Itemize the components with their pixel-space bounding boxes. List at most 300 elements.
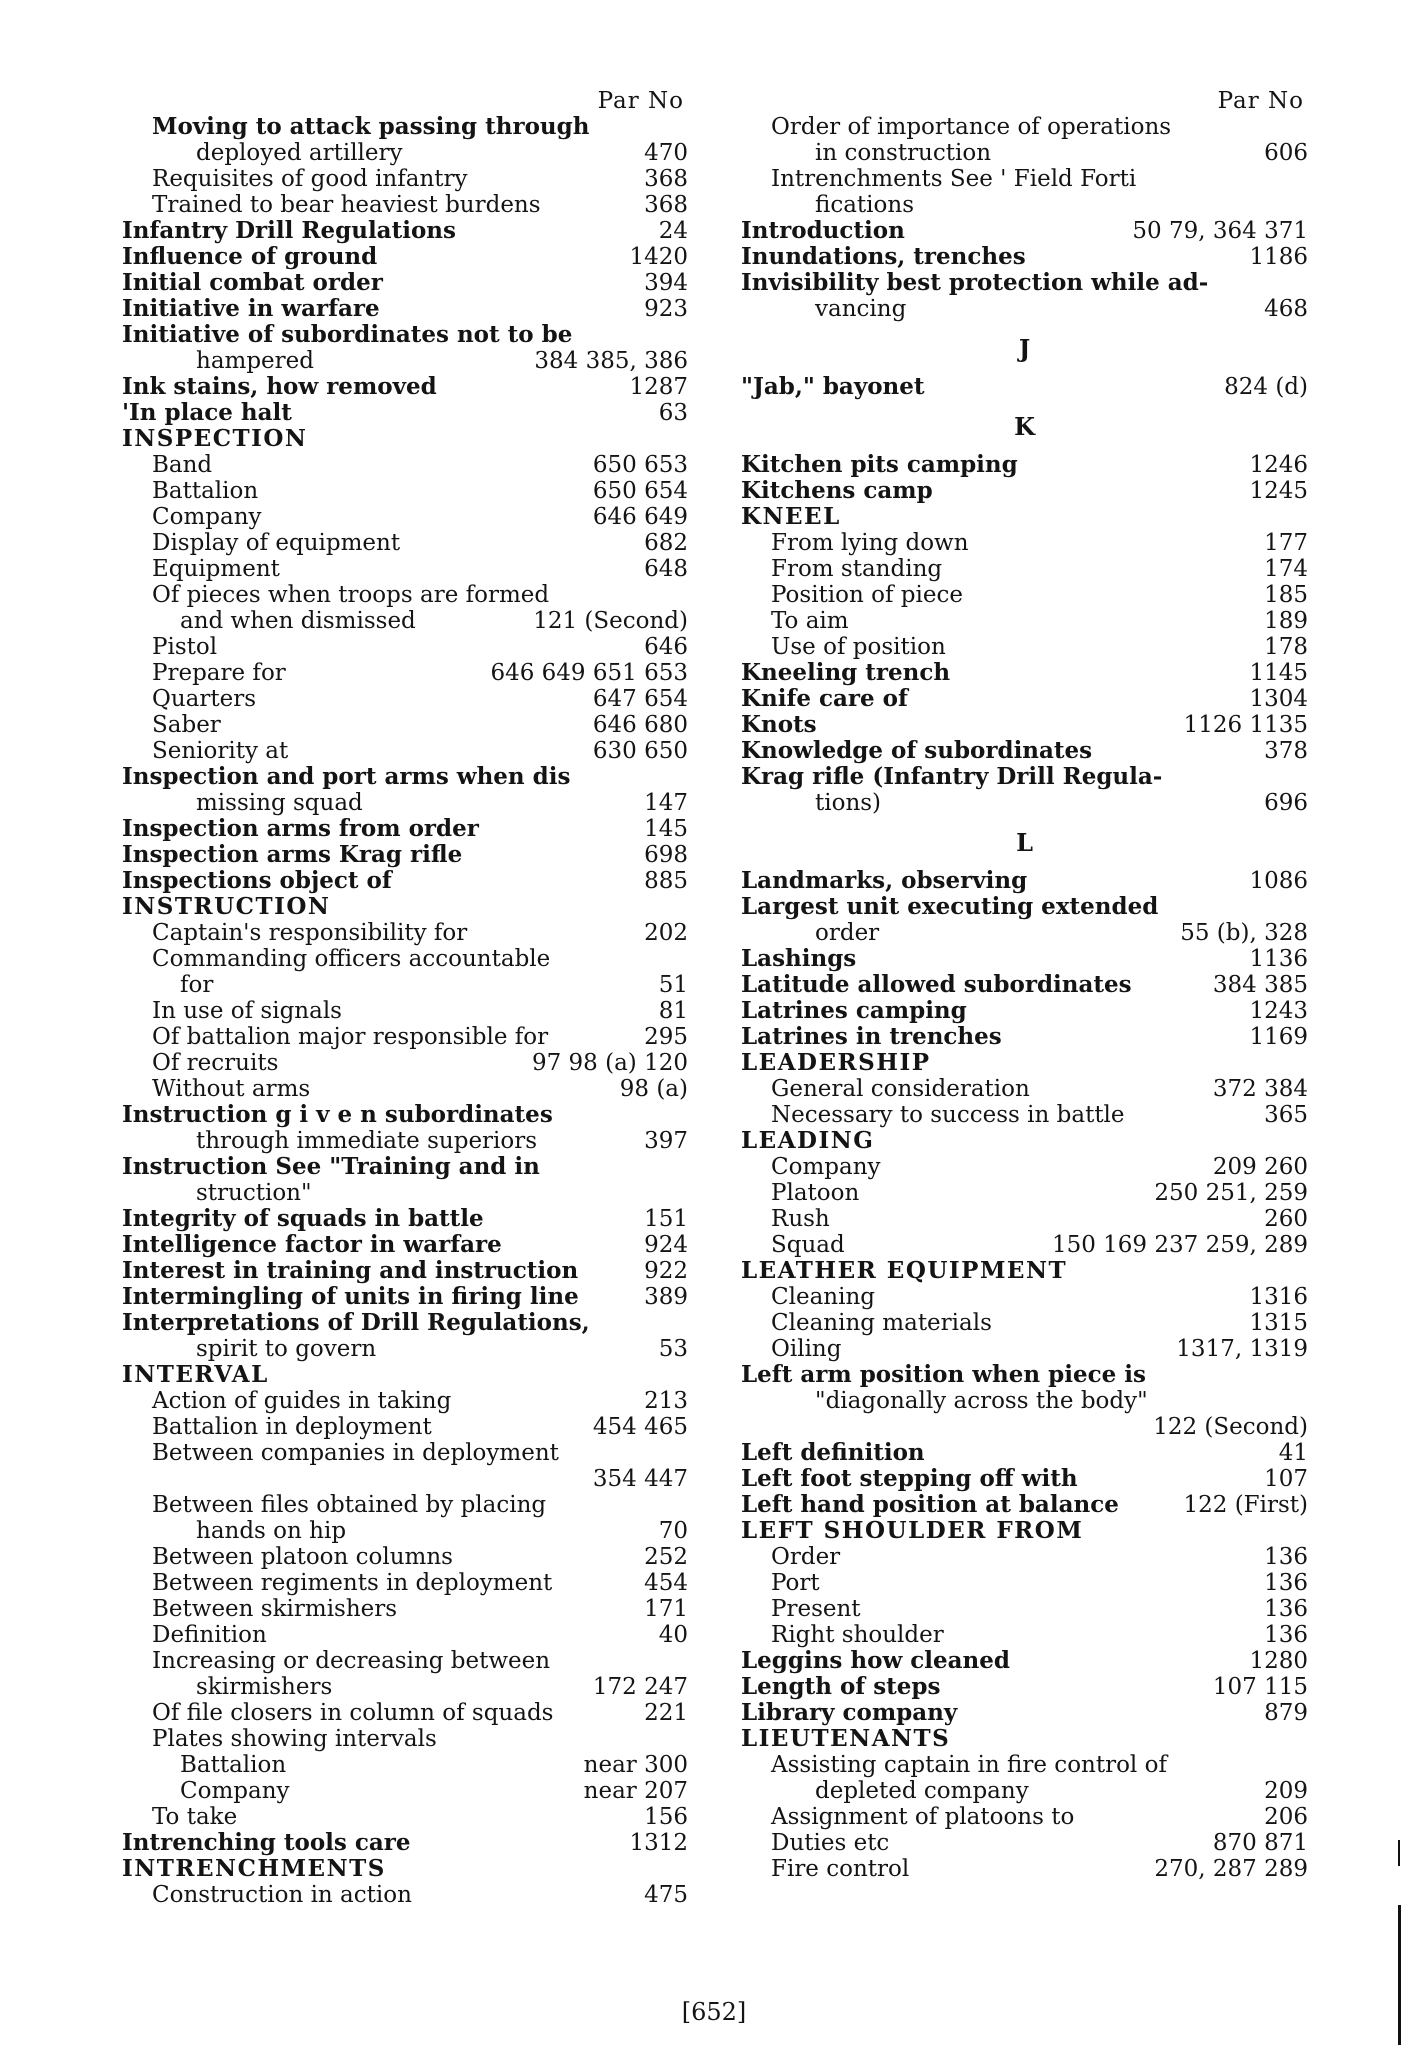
index-entry	[741, 192, 1308, 218]
entry-pages: 1086	[1249, 868, 1308, 894]
entry-text: To take	[152, 1804, 238, 1830]
index-entry	[122, 1804, 688, 1830]
entry-text: Platoon	[771, 1180, 860, 1206]
index-entry	[122, 1024, 688, 1050]
entry-text: Latitude allowed subordinates	[741, 972, 1132, 998]
left-index-column	[122, 88, 688, 1908]
entry-pages: 1287	[629, 374, 688, 400]
index-entry	[122, 660, 688, 686]
index-entry	[741, 296, 1308, 322]
index-entry	[122, 1648, 688, 1674]
index-entry	[122, 1232, 688, 1258]
index-entry	[122, 348, 688, 374]
entry-text: Increasing or decreasing between	[152, 1648, 551, 1674]
entry-pages: 252	[644, 1544, 688, 1570]
index-entry	[122, 1076, 688, 1102]
entry-pages: 1169	[1249, 1024, 1308, 1050]
entry-text: Inspections object of	[122, 868, 392, 894]
entry-pages: 136	[1264, 1622, 1308, 1648]
entry-pages: 171	[644, 1596, 688, 1622]
entry-text: Position of piece	[771, 582, 963, 608]
entry-text: Moving to attack passing through	[152, 114, 590, 140]
entry-pages: 55 (b), 328	[1180, 920, 1308, 946]
index-entry	[122, 998, 688, 1024]
entry-text: Assisting captain in fire control of	[771, 1752, 1167, 1778]
index-entry	[741, 1362, 1308, 1388]
index-entry	[741, 1700, 1308, 1726]
entry-pages: 648	[644, 556, 688, 582]
index-entry	[122, 790, 688, 816]
entry-text: "Jab," bayonet	[741, 374, 925, 400]
entry-text: Battalion	[152, 478, 259, 504]
entry-pages: 51	[658, 972, 688, 998]
entry-pages: 646 680	[592, 712, 688, 738]
entry-pages: 924	[644, 1232, 688, 1258]
entry-pages: 174	[1264, 556, 1308, 582]
index-entry	[122, 712, 688, 738]
index-entry	[122, 322, 688, 348]
index-heading	[741, 1128, 1308, 1154]
index-entry	[741, 1830, 1308, 1856]
entry-pages: 354 447	[592, 1466, 688, 1492]
index-entry	[122, 842, 688, 868]
index-entry	[741, 660, 1308, 686]
entry-text: Instruction g i v e n subordinates	[122, 1102, 553, 1128]
entry-text: spirit to govern	[196, 1336, 377, 1362]
index-entry	[741, 244, 1308, 270]
entry-text: To aim	[771, 608, 849, 634]
entry-text: Knowledge of subordinates	[741, 738, 1093, 764]
entry-text: Latrines camping	[741, 998, 967, 1024]
index-entry	[122, 946, 688, 972]
index-entry	[122, 504, 688, 530]
index-entry	[122, 972, 688, 998]
entry-text: Necessary to success in battle	[771, 1102, 1125, 1128]
index-entry	[741, 1596, 1308, 1622]
left-column-header: Par No	[597, 88, 684, 114]
entry-pages: 630 650	[592, 738, 688, 764]
index-entry	[741, 998, 1308, 1024]
entry-text: fications	[815, 192, 914, 218]
index-entry	[122, 1180, 688, 1206]
entry-text: Seniority at	[152, 738, 289, 764]
index-entry	[741, 1180, 1308, 1206]
index-entry	[741, 712, 1308, 738]
entry-pages: 185	[1264, 582, 1308, 608]
entry-text: "diagonally across the body"	[815, 1388, 1148, 1414]
entry-text: Inspection arms from order	[122, 816, 479, 842]
index-entry	[122, 114, 688, 140]
entry-pages: 50 79, 364 371	[1132, 218, 1308, 244]
entry-text: Band	[152, 452, 213, 478]
entry-pages: 122 (First)	[1183, 1492, 1308, 1518]
index-entry	[122, 1596, 688, 1622]
entry-text: Use of position	[771, 634, 946, 660]
index-entry	[122, 816, 688, 842]
index-entry	[741, 1310, 1308, 1336]
entry-text: Ink stains, how removed	[122, 374, 437, 400]
entry-pages: 365	[1264, 1102, 1308, 1128]
entry-text: Cleaning materials	[771, 1310, 992, 1336]
entry-pages: 885	[644, 868, 688, 894]
entry-pages: 454	[644, 1570, 688, 1596]
index-entry	[741, 972, 1308, 998]
entry-text: Plates showing intervals	[152, 1726, 437, 1752]
index-entry	[741, 946, 1308, 972]
entry-pages: 1420	[629, 244, 688, 270]
entry-text: Company	[180, 1778, 290, 1804]
entry-pages: 650 654	[592, 478, 688, 504]
index-entry	[741, 1466, 1308, 1492]
entry-pages: 923	[644, 296, 688, 322]
index-entry	[741, 140, 1308, 166]
entry-pages: 178	[1264, 634, 1308, 660]
index-entry	[122, 1466, 688, 1492]
entry-pages: 70	[658, 1518, 688, 1544]
entry-pages: 384 385, 386	[534, 348, 688, 374]
index-entry	[741, 1622, 1308, 1648]
entry-text: Lashings	[741, 946, 857, 972]
index-entry	[122, 374, 688, 400]
left-entries	[122, 114, 688, 1908]
entry-pages: 606	[1264, 140, 1308, 166]
index-entry	[741, 1778, 1308, 1804]
entry-pages: 150 169 237 259, 289	[1051, 1232, 1308, 1258]
entry-pages: 696	[1264, 790, 1308, 816]
entry-text: struction"	[196, 1180, 312, 1206]
index-entry	[741, 1414, 1308, 1440]
entry-text: Invisibility best protection while ad-	[741, 270, 1209, 296]
index-entry	[122, 1440, 688, 1466]
index-entry	[741, 1154, 1308, 1180]
entry-text: Company	[152, 504, 262, 530]
entry-pages: 1245	[1249, 478, 1308, 504]
entry-text: Between skirmishers	[152, 1596, 398, 1622]
entry-text: Left definition	[741, 1440, 925, 1466]
index-heading	[122, 426, 688, 452]
entry-pages: 40	[658, 1622, 688, 1648]
index-entry	[741, 1674, 1308, 1700]
entry-text: skirmishers	[196, 1674, 333, 1700]
index-entry	[741, 114, 1308, 140]
index-entry	[741, 270, 1308, 296]
entry-pages: 24	[658, 218, 688, 244]
entry-text: depleted company	[815, 1778, 1029, 1804]
entry-pages: 1126 1135	[1183, 712, 1308, 738]
entry-text: Inspection arms Krag rifle	[122, 842, 463, 868]
entry-text: in construction	[815, 140, 992, 166]
index-entry	[741, 1648, 1308, 1674]
entry-pages: 172 247	[592, 1674, 688, 1700]
entry-text: hands on hip	[196, 1518, 347, 1544]
entry-text: Kneeling trench	[741, 660, 951, 686]
index-entry	[741, 1076, 1308, 1102]
entry-pages: near 300	[583, 1752, 688, 1778]
entry-pages: 1316	[1249, 1284, 1308, 1310]
index-entry	[741, 166, 1308, 192]
entry-pages: 41	[1278, 1440, 1308, 1466]
entry-pages: 468	[1264, 296, 1308, 322]
entry-pages: 156	[644, 1804, 688, 1830]
index-entry	[741, 686, 1308, 712]
entry-text: Pistol	[152, 634, 218, 660]
index-entry	[741, 582, 1308, 608]
index-entry	[122, 582, 688, 608]
index-entry	[741, 1440, 1308, 1466]
entry-pages: 136	[1264, 1570, 1308, 1596]
index-entry	[122, 1258, 688, 1284]
entry-pages: 646 649	[592, 504, 688, 530]
index-entry	[122, 1206, 688, 1232]
entry-pages: 824 (d)	[1224, 374, 1308, 400]
index-entry	[741, 634, 1308, 660]
entry-text: Order of importance of operations	[771, 114, 1172, 140]
entry-pages: 136	[1264, 1544, 1308, 1570]
index-entry	[122, 556, 688, 582]
entry-text: Length of steps	[741, 1674, 941, 1700]
index-entry	[122, 868, 688, 894]
entry-text: Fire control	[771, 1856, 910, 1882]
margin-scan-tick	[1398, 1840, 1400, 1866]
index-entry	[122, 192, 688, 218]
index-entry	[122, 1102, 688, 1128]
index-entry	[741, 894, 1308, 920]
entry-text: deployed artillery	[196, 140, 403, 166]
entry-text: Left hand position at balance	[741, 1492, 1119, 1518]
entry-pages: 136	[1264, 1596, 1308, 1622]
entry-text: Construction in action	[152, 1882, 412, 1908]
entry-text: Oiling	[771, 1336, 842, 1362]
entry-text: Equipment	[152, 556, 280, 582]
entry-pages: 372 384	[1212, 1076, 1308, 1102]
entry-text: LIEUTENANTS	[741, 1726, 951, 1752]
index-entry	[122, 244, 688, 270]
entry-text: Intrenchments See ' Field Forti	[771, 166, 1137, 192]
index-heading	[122, 1856, 688, 1882]
entry-text: Order	[771, 1544, 841, 1570]
entry-pages: 470	[644, 140, 688, 166]
index-entry	[122, 1830, 688, 1856]
entry-text: order	[815, 920, 880, 946]
entry-text: Intelligence factor in warfare	[122, 1232, 502, 1258]
entry-text: Captain's responsibility for	[152, 920, 468, 946]
entry-pages: 295	[644, 1024, 688, 1050]
entry-text: Of pieces when troops are formed	[152, 582, 550, 608]
entry-text: Cleaning	[771, 1284, 875, 1310]
entry-text: Squad	[771, 1232, 845, 1258]
entry-text: KNEEL	[741, 504, 841, 530]
index-entry	[122, 270, 688, 296]
index-entry	[122, 1882, 688, 1908]
index-entry	[122, 218, 688, 244]
index-entry	[122, 1518, 688, 1544]
index-heading	[122, 1362, 688, 1388]
entry-text: Prepare for	[152, 660, 286, 686]
page-number: [652]	[681, 1998, 747, 2026]
entry-pages: 922	[644, 1258, 688, 1284]
entry-text: General consideration	[771, 1076, 1030, 1102]
entry-text: From lying down	[771, 530, 969, 556]
entry-pages: 368	[644, 166, 688, 192]
index-entry	[741, 920, 1308, 946]
entry-text: Present	[771, 1596, 861, 1622]
index-entry	[741, 1388, 1308, 1414]
entry-text: Inundations, trenches	[741, 244, 1026, 270]
entry-pages: 454 465	[592, 1414, 688, 1440]
entry-pages: 121 (Second)	[533, 608, 688, 634]
index-entry	[122, 608, 688, 634]
index-heading	[741, 1258, 1308, 1284]
index-entry	[741, 478, 1308, 504]
entry-text: Definition	[152, 1622, 267, 1648]
entry-pages: 650 653	[592, 452, 688, 478]
entry-text: In use of signals	[152, 998, 342, 1024]
index-entry	[122, 1284, 688, 1310]
entry-text: Landmarks, observing	[741, 868, 1028, 894]
entry-text: hampered	[196, 348, 314, 374]
entry-text: through immediate superiors	[196, 1128, 538, 1154]
entry-text: Kitchens camp	[741, 478, 933, 504]
entry-text: Knots	[741, 712, 817, 738]
entry-pages: 1280	[1249, 1648, 1308, 1674]
entry-pages: 147	[644, 790, 688, 816]
right-entries	[741, 114, 1308, 1882]
index-entry	[122, 478, 688, 504]
entry-text: Company	[771, 1154, 881, 1180]
entry-text: Of recruits	[152, 1050, 279, 1076]
entry-text: and when dismissed	[180, 608, 416, 634]
entry-text: Without arms	[152, 1076, 311, 1102]
index-entry	[741, 764, 1308, 790]
entry-text: vancing	[815, 296, 907, 322]
index-entry	[122, 1778, 688, 1804]
index-entry	[741, 1544, 1308, 1570]
entry-pages: 682	[644, 530, 688, 556]
entry-pages: 698	[644, 842, 688, 868]
entry-pages: 107	[1264, 1466, 1308, 1492]
entry-text: INTRENCHMENTS	[122, 1856, 386, 1882]
entry-text: Rush	[771, 1206, 830, 1232]
index-entry	[741, 1856, 1308, 1882]
entry-pages: near 207	[583, 1778, 688, 1804]
entry-pages: 368	[644, 192, 688, 218]
entry-pages: 1186	[1249, 244, 1308, 270]
entry-text: 'In place halt	[122, 400, 292, 426]
entry-text: Instruction See "Training and in	[122, 1154, 540, 1180]
section-letter: L	[1016, 828, 1033, 857]
entry-text: Between regiments in deployment	[152, 1570, 553, 1596]
entry-pages: 1317, 1319	[1176, 1336, 1308, 1362]
entry-text: Between platoon columns	[152, 1544, 453, 1570]
entry-text: Trained to bear heaviest burdens	[152, 192, 541, 218]
entry-pages: 1246	[1249, 452, 1308, 478]
entry-text: Inspection and port arms when dis	[122, 764, 571, 790]
entry-text: Latrines in trenches	[741, 1024, 1002, 1050]
entry-text: LEADING	[741, 1128, 875, 1154]
entry-text: LEFT SHOULDER FROM	[741, 1518, 1084, 1544]
entry-pages: 1315	[1249, 1310, 1308, 1336]
entry-pages: 270, 287 289	[1154, 1856, 1308, 1882]
entry-pages: 646 649 651 653	[490, 660, 688, 686]
entry-pages: 389	[644, 1284, 688, 1310]
index-entry	[122, 296, 688, 322]
index-entry	[741, 1336, 1308, 1362]
index-entry	[741, 1570, 1308, 1596]
entry-pages: 107 115	[1212, 1674, 1308, 1700]
index-entry	[741, 790, 1308, 816]
entry-pages: 250 251, 259	[1154, 1180, 1308, 1206]
index-entry	[741, 1232, 1308, 1258]
entry-pages: 213	[644, 1388, 688, 1414]
index-heading	[741, 1050, 1308, 1076]
index-entry	[741, 608, 1308, 634]
entry-pages: 384 385	[1212, 972, 1308, 998]
entry-text: Port	[771, 1570, 820, 1596]
index-entry	[122, 920, 688, 946]
index-entry	[122, 400, 688, 426]
index-entry	[122, 1622, 688, 1648]
entry-text: Duties etc	[771, 1830, 890, 1856]
index-entry	[122, 1544, 688, 1570]
index-entry	[122, 452, 688, 478]
index-entry	[741, 1752, 1308, 1778]
index-entry	[741, 530, 1308, 556]
index-entry	[122, 686, 688, 712]
index-entry	[122, 1726, 688, 1752]
entry-text: Battalion	[180, 1752, 287, 1778]
index-entry	[741, 452, 1308, 478]
entry-pages: 1312	[629, 1830, 688, 1856]
index-entry	[741, 374, 1308, 400]
entry-text: INTERVAL	[122, 1362, 269, 1388]
index-entry	[122, 1154, 688, 1180]
entry-text: Between companies in deployment	[152, 1440, 559, 1466]
entry-text: Largest unit executing extended	[741, 894, 1159, 920]
index-entry	[741, 1284, 1308, 1310]
entry-text: tions)	[815, 790, 882, 816]
entry-pages: 221	[644, 1700, 688, 1726]
index-entry	[122, 1388, 688, 1414]
index-entry	[741, 1492, 1308, 1518]
entry-text: Interest in training and instruction	[122, 1258, 579, 1284]
entry-pages: 394	[644, 270, 688, 296]
index-entry	[122, 738, 688, 764]
entry-pages: 53	[658, 1336, 688, 1362]
entry-pages: 81	[658, 998, 688, 1024]
entry-text: Intrenching tools care	[122, 1830, 411, 1856]
index-entry	[122, 1050, 688, 1076]
entry-pages: 378	[1264, 738, 1308, 764]
entry-text: Integrity of squads in battle	[122, 1206, 484, 1232]
entry-text: Between files obtained by placing	[152, 1492, 547, 1518]
index-entry	[741, 1102, 1308, 1128]
index-entry	[741, 1024, 1308, 1050]
entry-text: Action of guides in taking	[152, 1388, 452, 1414]
section-letter: K	[1014, 412, 1035, 441]
entry-pages: 397	[644, 1128, 688, 1154]
entry-text: Commanding officers accountable	[152, 946, 551, 972]
entry-text: From standing	[771, 556, 943, 582]
entry-text: Kitchen pits camping	[741, 452, 1018, 478]
right-index-column	[741, 88, 1308, 1882]
entry-text: Left foot stepping off with	[741, 1466, 1078, 1492]
entry-pages: 870 871	[1212, 1830, 1308, 1856]
entry-text: Left arm position when piece is	[741, 1362, 1146, 1388]
entry-pages: 646	[644, 634, 688, 660]
section-letter: J	[1018, 334, 1031, 363]
entry-text: Knife care of	[741, 686, 908, 712]
entry-text: missing squad	[196, 790, 363, 816]
